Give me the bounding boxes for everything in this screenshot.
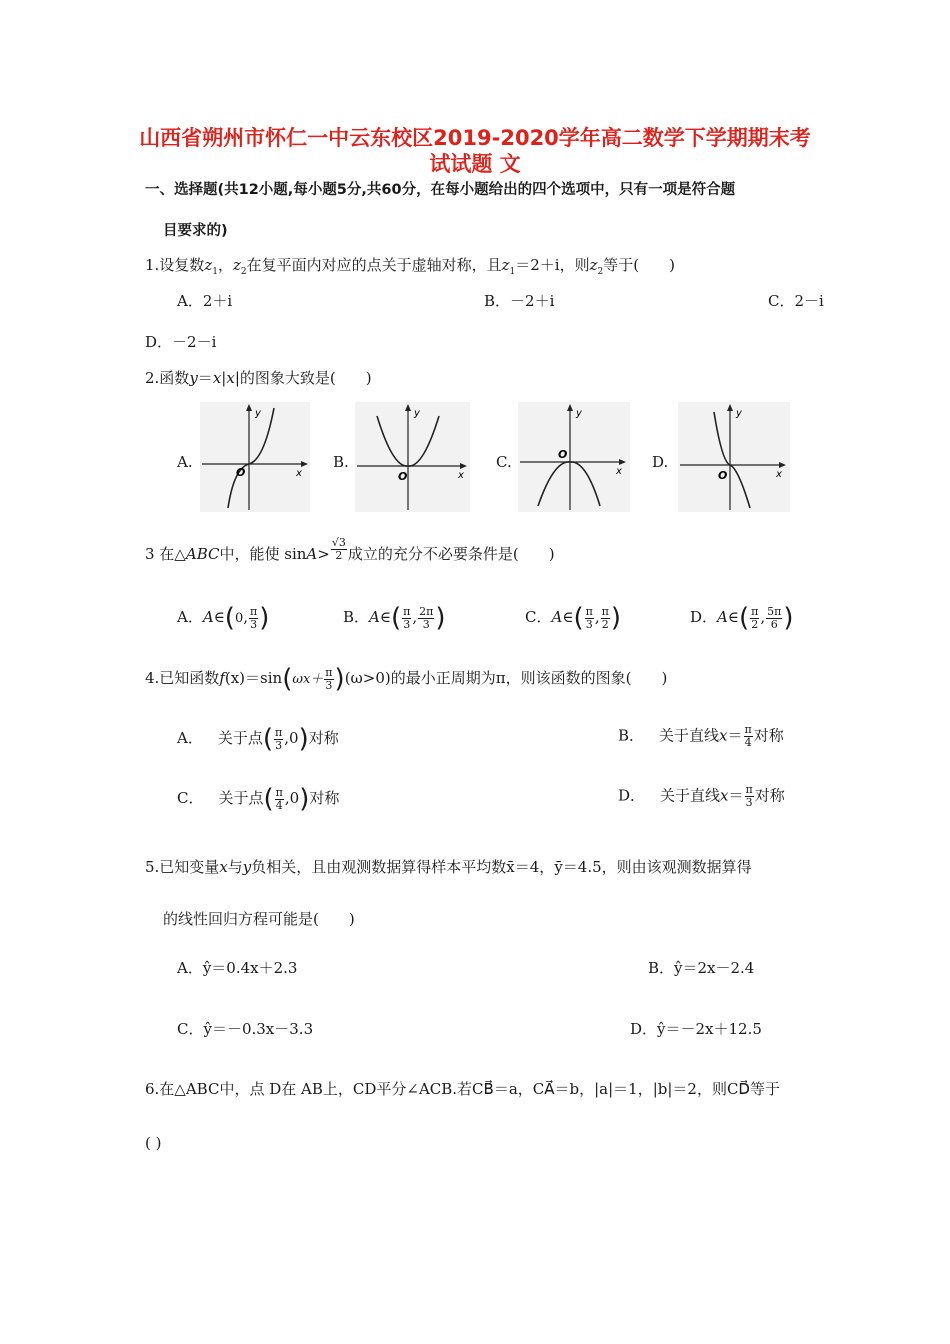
axis-y-label: y: [414, 408, 420, 419]
q5-option-a: A．ŷ＝0.4x＋2.3: [177, 959, 298, 977]
graph-option-b: [355, 402, 470, 512]
axis-x-label: x: [296, 468, 302, 479]
graph-option-c: [518, 402, 630, 512]
q3-option-a: A．A∈(0, $\frac{\pi}{3}$ ): [177, 603, 270, 633]
question-5-line2: 的线性回归方程可能是( ): [163, 910, 355, 928]
origin-label: O: [398, 470, 408, 483]
graph-option-a: [200, 402, 310, 512]
q2-label-d: D.: [652, 453, 669, 471]
q1-option-c: C．2－i: [768, 292, 824, 310]
section-heading-line1: 一、选择题(共12小题,每小题5分,共60分，在每小题给出的四个选项中，只有一项是符合题: [145, 182, 736, 198]
axis-x-label: x: [616, 466, 622, 477]
question-2: 2.函数y＝x|x|的图象大致是( ): [145, 369, 372, 387]
origin-label: O: [558, 448, 568, 461]
origin-label: O: [718, 469, 728, 482]
q5-option-b: B．ŷ＝2x－2.4: [648, 959, 755, 977]
document-title-line2: 试试题 文: [429, 152, 521, 176]
q4-option-b: B． 关于直线x＝ $\frac{\pi}{4}$ 对称: [618, 723, 784, 749]
q1-option-b: B．－2＋i: [484, 292, 555, 310]
q2-label-c: C.: [496, 453, 512, 471]
q5-option-c: C．ŷ＝－0.3x－3.3: [177, 1020, 314, 1038]
q5-option-d: D．ŷ＝－2x＋12.5: [630, 1020, 762, 1038]
origin-label: O: [236, 466, 246, 479]
question-1: 1.设复数$z_1$，$z_2$在复平面内对应的点关于虚轴对称，且$z_1=2+i$，则$z_2$等于( ): [145, 256, 675, 277]
q3-option-b: B．A∈( $\frac{\pi}{3}$ , $\frac{2\pi}{3}$ ): [343, 603, 446, 633]
axis-x-label: x: [458, 470, 464, 481]
axis-y-label: y: [255, 408, 261, 419]
q2-label-a: A.: [177, 453, 193, 471]
axis-y-label: y: [736, 408, 742, 419]
q3-option-d: D．A∈( $\frac{\pi}{2}$ , $\frac{5\pi}{6}$ ): [690, 603, 794, 633]
q1-option-a: A．2＋i: [177, 292, 233, 310]
axis-y-label: y: [576, 408, 582, 419]
question-3: 3 在△ABC中，能使 sinA> $\frac{√3}{2}$ 成立的充分不必要条件是( ): [145, 535, 555, 563]
graph-option-d: [678, 402, 790, 512]
q3-option-c: C．A∈( $\frac{\pi}{3}$ , $\frac{\pi}{2}$ ): [525, 603, 621, 633]
section-heading-line2: 目要求的): [163, 223, 228, 239]
question-6-line1: 6.在△ABC中，点 D在 AB上，CD平分∠ACB.若CB⃗＝a，CA⃗＝b，|a|＝1，|b|＝2，则CD⃗等于: [145, 1080, 780, 1098]
question-6-line2: ( ): [145, 1134, 162, 1152]
q1-option-d: D．－2－i: [145, 333, 217, 351]
q4-option-a: A． 关于点( $\frac{\pi}{3}$ ,0)对称: [177, 724, 339, 754]
question-4: 4.已知函数f(x)＝sin(ωx＋ $\frac{\pi}{3}$ )(ω>0)的最小正周期为π，则该函数的图象( ): [145, 664, 668, 694]
axis-x-label: x: [776, 469, 782, 480]
q4-option-c: C． 关于点( $\frac{\pi}{4}$ ,0)对称: [177, 784, 340, 814]
q4-option-d: D． 关于直线x＝ $\frac{\pi}{3}$ 对称: [618, 783, 785, 809]
q2-label-b: B.: [333, 453, 349, 471]
document-title-line1: 山西省朔州市怀仁一中云东校区2019-2020学年高二数学下学期期末考: [139, 126, 811, 150]
question-5-line1: 5.已知变量x与y负相关，且由观测数据算得样本平均数x̄＝4，ȳ＝4.5，则由该观测数据算得: [145, 858, 752, 876]
